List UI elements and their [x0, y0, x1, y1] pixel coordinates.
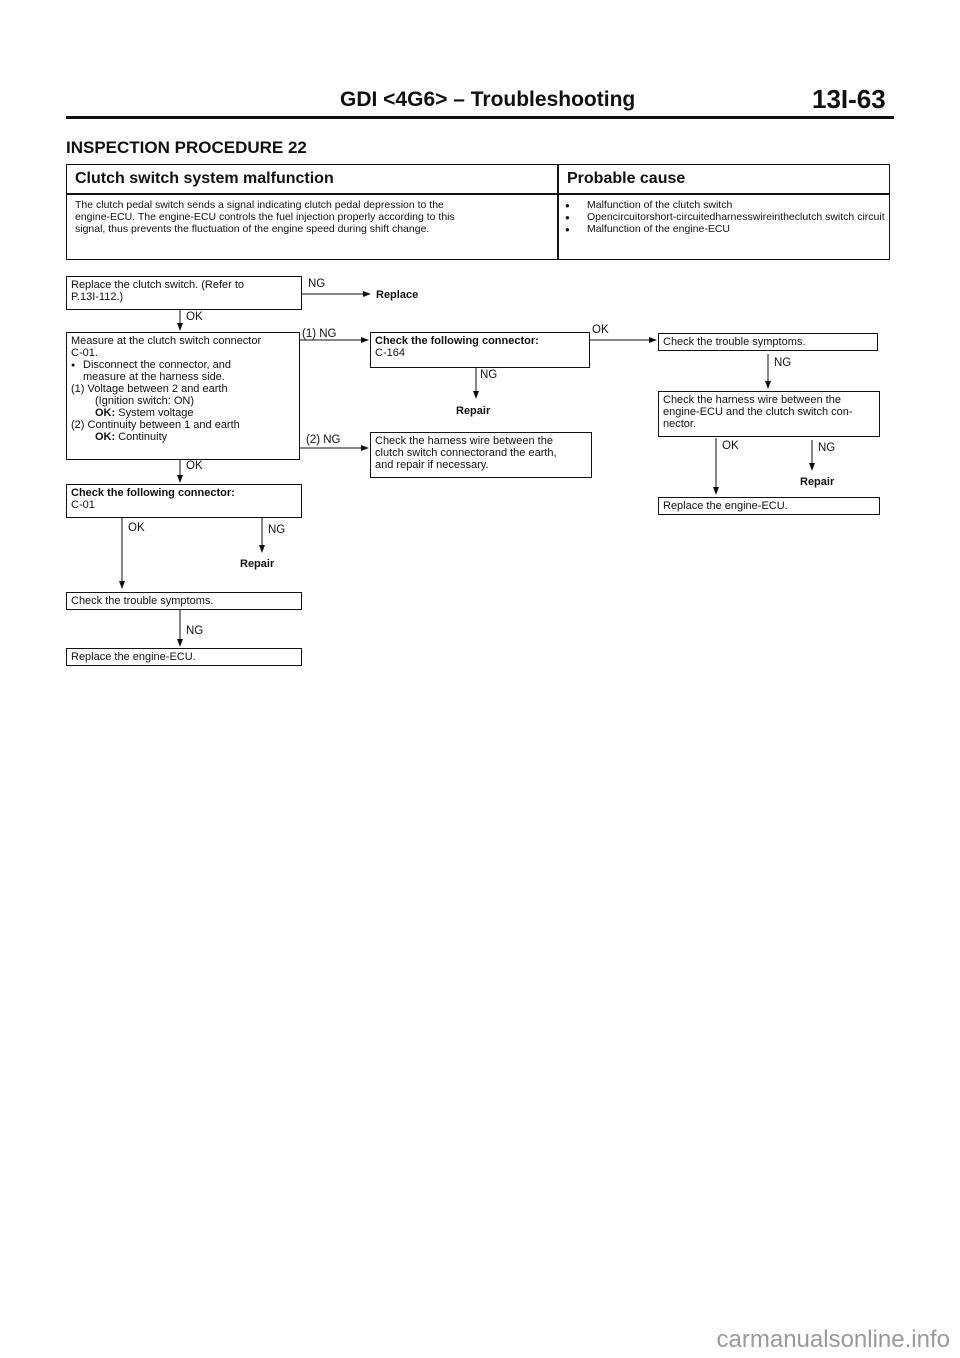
ok-label: OK [128, 522, 145, 534]
ok-label: OK [186, 311, 203, 323]
ng-label: NG [268, 524, 286, 536]
header-rule [66, 116, 894, 119]
replace-label: Replace [376, 289, 419, 301]
cause-item: ● Malfunction of the clutch switch [559, 199, 885, 211]
ng1-label: (1) NG [302, 328, 337, 340]
check-c164-box: Check the following connector: C-164 [370, 332, 590, 368]
cause-list [559, 199, 885, 235]
repair-label: Repair [456, 405, 491, 417]
symptom-description: The clutch pedal switch sends a signal indicating clutch pedal depression to the engine-ECU. The engine-ECU controls the fuel injection properly according to this signal, thus prevents the fluctuation of the engine speed during shift change. [75, 199, 455, 235]
cause-item: ● Malfunction of the engine-ECU [559, 223, 885, 235]
page-number: 13I-63 [812, 84, 886, 114]
cause-item: ● Opencircuitorshort-circuitedharnesswireintheclutch switch circuit [559, 211, 885, 223]
ng-label: NG [186, 625, 204, 637]
repair-label: Repair [800, 476, 835, 488]
replace-ecu-right-box: Replace the engine-ECU. [658, 497, 880, 515]
ok-label: OK [186, 460, 203, 472]
ok-label: OK [722, 440, 739, 452]
ok-label: OK [592, 324, 609, 336]
check-c01-box: Check the following connector: C-01 [66, 484, 302, 518]
ng-label: NG [818, 442, 836, 454]
repair-label: Repair [240, 558, 275, 570]
ng-label: NG [308, 278, 326, 290]
replace-clutch-switch-box: Replace the clutch switch. (Refer to P.13I-112.) [66, 276, 302, 310]
check-trouble-right-box: Check the trouble symptoms. [658, 333, 878, 351]
symptom-heading: Clutch switch system malfunction [75, 170, 334, 187]
harness-ecu-box: Check the harness wire between the engine-ECU and the clutch switch con- nector. [658, 391, 880, 437]
measure-connector-box: Measure at the clutch switch connector C-01. ● Disconnect the connector, and measure at the harness side. (1) Voltage between 2 and earth (Ignition switch: ON) OK: System voltage (2) Continuity between 1 and earth OK: Continuity [66, 332, 300, 460]
table-divider [67, 193, 889, 195]
symptom-table [66, 164, 890, 260]
footer-watermark: carmanualsonline.info [716, 1326, 950, 1353]
replace-ecu-left-box: Replace the engine-ECU. [66, 648, 302, 666]
cause-heading: Probable cause [567, 170, 686, 187]
check-trouble-left-box: Check the trouble symptoms. [66, 592, 302, 610]
procedure-title: INSPECTION PROCEDURE 22 [66, 138, 307, 157]
ng-label: NG [774, 357, 792, 369]
ng-label: NG [480, 369, 498, 381]
page-title: GDI <4G6> – Troubleshooting [340, 88, 636, 111]
harness-earth-box: Check the harness wire between the clutch switch connectorand the earth, and repair if necessary. [370, 432, 592, 478]
ng2-label: (2) NG [306, 434, 341, 446]
